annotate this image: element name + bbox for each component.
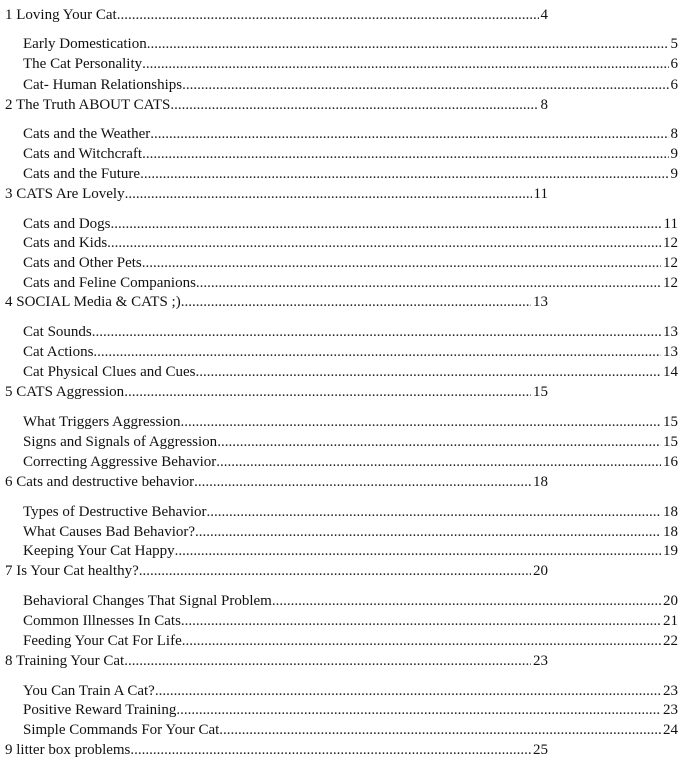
- toc-chapter-2[interactable]: [5, 95, 548, 115]
- toc-chapter-9[interactable]: [5, 740, 548, 760]
- dot-leader: [142, 144, 668, 164]
- entry-page-number: 6: [670, 77, 678, 93]
- dot-leader: [272, 591, 661, 611]
- entry-title: Simple Commands For Your Cat: [23, 722, 220, 738]
- toc-chapter-7[interactable]: [5, 561, 548, 581]
- toc-entry[interactable]: [23, 681, 678, 701]
- entry-page-number: 12: [663, 275, 678, 291]
- chapter-page-number: 25: [533, 742, 548, 758]
- toc-entry[interactable]: [23, 342, 678, 362]
- dot-leader: [181, 292, 531, 312]
- entry-page-number: 12: [663, 255, 678, 271]
- entry-page-number: 9: [670, 146, 678, 162]
- toc-chapter-8[interactable]: [5, 651, 548, 671]
- toc-entry[interactable]: [23, 54, 678, 74]
- entry-title: Cats and the Future: [23, 166, 141, 182]
- dot-leader: [195, 522, 661, 542]
- dot-leader: [181, 611, 661, 631]
- dot-leader: [176, 700, 661, 720]
- entry-page-number: 8: [670, 126, 678, 142]
- chapter-title: 5 CATS Aggression: [5, 384, 125, 400]
- entry-page-number: 16: [663, 454, 678, 470]
- dot-leader: [147, 34, 669, 54]
- entry-page-number: 11: [663, 216, 678, 232]
- dot-leader: [150, 124, 668, 144]
- chapter-page-number: 11: [533, 186, 548, 202]
- entry-page-number: 23: [663, 683, 678, 699]
- dot-leader: [175, 541, 661, 561]
- entry-page-number: 14: [663, 364, 678, 380]
- chapter-page-number: 13: [533, 294, 548, 310]
- chapter-page-number: 4: [540, 7, 548, 23]
- dot-leader: [124, 651, 531, 671]
- entry-page-number: 13: [663, 344, 678, 360]
- dot-leader: [216, 452, 661, 472]
- toc-chapter-4[interactable]: [5, 292, 548, 312]
- toc-entry[interactable]: [23, 34, 678, 54]
- chapter-page-number: 20: [533, 563, 548, 579]
- dot-leader: [182, 75, 668, 95]
- entry-title: Cat- Human Relationships: [23, 77, 183, 93]
- chapter-title: 9 litter box problems: [5, 742, 131, 758]
- entry-title: Feeding Your Cat For Life: [23, 633, 182, 649]
- toc-entry[interactable]: [23, 432, 678, 452]
- dot-leader: [142, 253, 661, 273]
- toc-chapter-6[interactable]: [5, 472, 548, 492]
- toc-entry[interactable]: [23, 233, 678, 253]
- entry-title: Cats and the Weather: [23, 126, 151, 142]
- toc-entry[interactable]: [23, 253, 678, 273]
- dot-leader: [196, 273, 661, 293]
- toc-chapter-3[interactable]: [5, 184, 548, 204]
- toc-entry[interactable]: [23, 75, 678, 95]
- dot-leader: [170, 95, 538, 115]
- toc-entry[interactable]: [23, 591, 678, 611]
- entry-title: Cat Sounds: [23, 324, 92, 340]
- entry-page-number: 23: [663, 702, 678, 718]
- dot-leader: [194, 472, 531, 492]
- dot-leader: [93, 342, 661, 362]
- entry-page-number: 13: [663, 324, 678, 340]
- chapter-title: 6 Cats and destructive behavior: [5, 474, 195, 490]
- entry-title: Common Illnesses In Cats: [23, 613, 181, 629]
- dot-leader: [92, 322, 661, 342]
- chapter-title: 4 SOCIAL Media & CATS ;): [5, 294, 181, 310]
- entry-page-number: 12: [663, 235, 678, 251]
- chapter-title: 1 Loving Your Cat: [5, 7, 117, 23]
- entry-page-number: 15: [663, 414, 678, 430]
- toc-entry[interactable]: [23, 611, 678, 631]
- entry-title: Behavioral Changes That Signal Problem: [23, 593, 272, 609]
- dot-leader: [124, 382, 531, 402]
- dot-leader: [130, 740, 531, 760]
- entry-page-number: 19: [663, 543, 678, 559]
- entry-title: Signs and Signals of Aggression: [23, 434, 218, 450]
- toc-entry[interactable]: [23, 214, 678, 234]
- dot-leader: [125, 184, 532, 204]
- chapter-page-number: 8: [540, 97, 548, 113]
- toc-entry[interactable]: [23, 322, 678, 342]
- toc-entry[interactable]: [23, 700, 678, 720]
- toc-chapter-5[interactable]: [5, 382, 548, 402]
- toc-entry[interactable]: [23, 273, 678, 293]
- chapter-page-number: 23: [533, 653, 548, 669]
- toc-entry[interactable]: [23, 541, 678, 561]
- entry-title: You Can Train A Cat?: [23, 683, 155, 699]
- entry-title: Cats and Witchcraft: [23, 146, 143, 162]
- entry-page-number: 20: [663, 593, 678, 609]
- entry-title: What Causes Bad Behavior?: [23, 524, 196, 540]
- dot-leader: [140, 164, 668, 184]
- entry-page-number: 15: [663, 434, 678, 450]
- chapter-page-number: 15: [533, 384, 548, 400]
- dot-leader: [155, 681, 661, 701]
- entry-title: Positive Reward Training: [23, 702, 177, 718]
- toc-entry[interactable]: [23, 124, 678, 144]
- entry-title: Cat Physical Clues and Cues: [23, 364, 196, 380]
- entry-page-number: 18: [663, 504, 678, 520]
- dot-leader: [196, 362, 662, 382]
- dot-leader: [107, 233, 661, 253]
- entry-title: Types of Destructive Behavior: [23, 504, 207, 520]
- entry-page-number: 6: [670, 56, 678, 72]
- toc-entry[interactable]: [23, 720, 678, 740]
- chapter-title: 8 Training Your Cat: [5, 653, 125, 669]
- chapter-page-number: 18: [533, 474, 548, 490]
- entry-title: What Triggers Aggression: [23, 414, 181, 430]
- entry-title: Cats and Feline Companions: [23, 275, 196, 291]
- toc-entry[interactable]: [23, 631, 678, 651]
- dot-leader: [182, 631, 661, 651]
- entry-title: The Cat Personality: [23, 56, 143, 72]
- chapter-title: 7 Is Your Cat healthy?: [5, 563, 139, 579]
- entry-page-number: 22: [663, 633, 678, 649]
- dot-leader: [142, 54, 668, 74]
- dot-leader: [206, 502, 661, 522]
- dot-leader: [217, 432, 661, 452]
- entry-title: Cats and Kids: [23, 235, 108, 251]
- entry-title: Early Domestication: [23, 36, 147, 52]
- dot-leader: [181, 412, 662, 432]
- entry-title: Cats and Dogs: [23, 216, 111, 232]
- entry-title: Cats and Other Pets: [23, 255, 142, 271]
- toc-entry[interactable]: [23, 452, 678, 472]
- toc-entry[interactable]: [23, 144, 678, 164]
- chapter-title: 2 The Truth ABOUT CATS: [5, 97, 171, 113]
- entry-page-number: 5: [670, 36, 678, 52]
- entry-page-number: 24: [663, 722, 678, 738]
- entry-page-number: 18: [663, 524, 678, 540]
- toc-chapter-1[interactable]: [5, 5, 548, 25]
- toc-entry[interactable]: [23, 362, 678, 382]
- dot-leader: [139, 561, 531, 581]
- dot-leader: [219, 720, 661, 740]
- toc-entry[interactable]: [23, 522, 678, 542]
- entry-title: Keeping Your Cat Happy: [23, 543, 175, 559]
- entry-page-number: 21: [663, 613, 678, 629]
- entry-title: Correcting Aggressive Behavior: [23, 454, 217, 470]
- entry-page-number: 9: [670, 166, 678, 182]
- entry-title: Cat Actions: [23, 344, 94, 360]
- toc-entry[interactable]: [23, 164, 678, 184]
- toc-entry[interactable]: [23, 412, 678, 432]
- dot-leader: [111, 214, 662, 234]
- chapter-title: 3 CATS Are Lovely: [5, 186, 125, 202]
- toc-entry[interactable]: [23, 502, 678, 522]
- dot-leader: [117, 5, 539, 25]
